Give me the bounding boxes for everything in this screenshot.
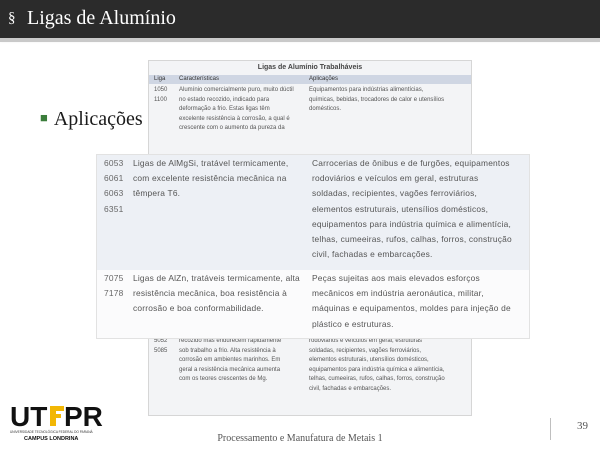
title-bullet-icon: § [8,10,16,26]
background-bottom-ligas: 5052 5085 [154,338,168,354]
svg-text:PR: PR [64,401,103,432]
background-top-aplicacoes: Equipamentos para indústrias alimentícias, químicas, bebidas, trocadores de calor e utensílios domésticos. [309,87,445,113]
row1-caracteristicas: Ligas de AlMgSi, tratável termicamente, com excelente resistência mecânica na têmpera T6. [133,158,289,199]
bullet-aplicacoes [40,108,143,131]
row1-aplicacoes: Carrocerias de ônibus e de furgões, equipamentos rodoviários e veículos em geral, estruturas soldadas, recipientes, vagões ferroviários, elementos estruturais, utensílios domésticos, equipamentos para indústria química e alimentícia, telhas, cumeeiras, rufos, calhas, forros, construção civil, fachadas e embarcações. [312,158,512,260]
logo-campus: CAMPUS LONDRINA [24,436,79,442]
bullet-square-icon: ■ [40,110,48,125]
slide-footer: Processamento e Manufatura de Metais 1 [217,433,383,444]
header-aplicacoes: Aplicações [309,76,339,82]
header-liga: Liga [154,76,166,82]
table-row [97,270,529,338]
slide-title: Ligas de Alumínio [27,7,176,29]
title-bar [0,0,600,38]
page-number: 39 [577,420,588,432]
background-table-header [149,75,471,84]
row2-ligas: 7075 7178 [104,273,124,299]
row2-aplicacoes: Peças sujeitas aos mais elevados esforços mecânicos em indústria aeronáutica, militar, máquinas e equipamentos, moldes para injeção de plástico e estruturas. [312,273,511,329]
row1-ligas: 6053 6061 6063 6351 [104,158,124,214]
logo-subtitle: UNIVERSIDADE TECNOLÓGICA FEDERAL DO PARANÁ [10,430,93,434]
row2-caracteristicas: Ligas de AlZn, tratáveis termicamente, alta resistência mecânica, boa resistência à corrosão e boa conformabilidade. [133,273,300,314]
header-caracteristicas: Características [179,76,220,82]
svg-text:UT: UT [10,401,48,432]
table-row [97,155,529,270]
background-top-ligas: 1050 1100 [154,87,168,103]
background-table-title: Ligas de Alumínio Trabalháveis [257,64,363,71]
background-bottom-caracteristicas: recozido mas endurecem rapidamente sob trabalho a frio. Alta resistência à corrosão em ambientes marinhos. Em geral a resistência mecânica aumenta com os teores crescentes de Mg. [179,338,282,383]
zoomed-table-image [97,155,529,338]
title-bar-divider [0,38,600,42]
page-number-divider [550,418,551,440]
bullet-text: Aplicações [53,108,143,130]
background-top-caracteristicas: Alumínio comercialmente puro, muito dúctil no estado recozido, indicado para deformação a frio. Estas ligas têm excelente resistência à corrosão, a qual é crescente com o aumento da pureza da [179,87,294,132]
background-bottom-aplicacoes: rodoviários e veículos em geral, estruturas soldadas, recipientes, vagões ferroviários, elementos estruturais, utensílios domésticos, equipamentos para indústria química e alimentícia, telhas, cumeeiras, rufos, calhas, forros, construção civil, fachadas e embarcações. [309,338,445,392]
